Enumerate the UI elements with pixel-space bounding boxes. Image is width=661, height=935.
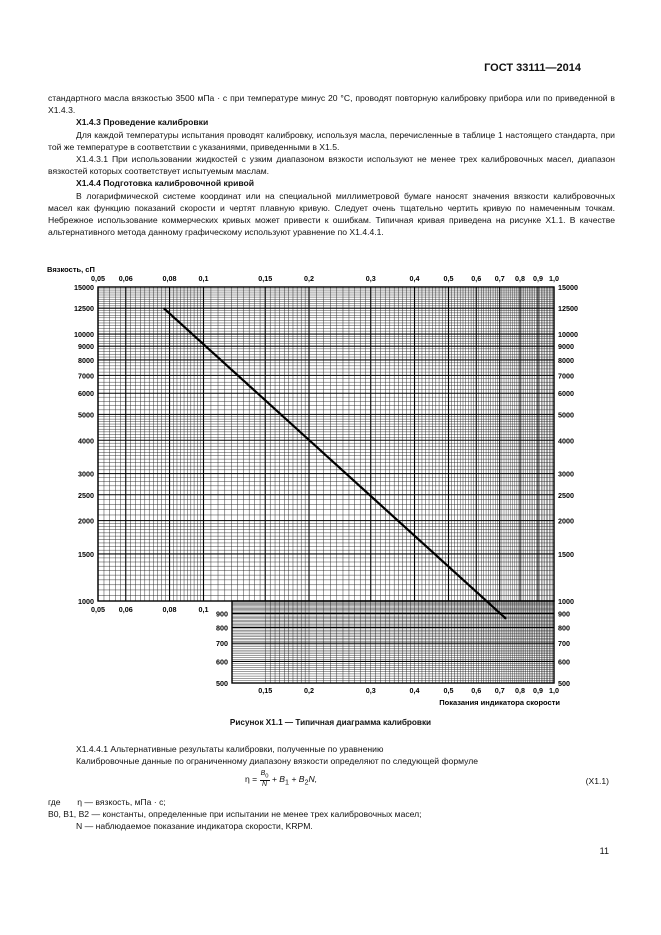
y-tick-left: 9000	[78, 342, 94, 352]
where-eta: η — вязкость, мПа · с;	[77, 797, 166, 807]
y-tick-right: 3000	[558, 469, 574, 479]
heading-x1-4-4: Х1.4.4 Подготовка калибровочной кривой	[76, 178, 255, 189]
y-tick-right: 2500	[558, 490, 574, 500]
y-tick-left: 12500	[74, 304, 94, 314]
y-tick-right: 2000	[558, 516, 574, 526]
x-tick-bottom: 0,3	[365, 686, 376, 695]
x-tick-bottom: 0,8	[515, 686, 526, 695]
x-tick-bottom: 0,4	[409, 686, 420, 695]
where-n: N — наблюдаемое показание индикатора скорости, KRPM.	[76, 821, 313, 831]
x-tick-top: 0,7	[494, 274, 505, 283]
x-tick-top: 0,05	[91, 274, 105, 283]
y-tick-right: 6000	[558, 389, 574, 399]
y-tick-right: 4000	[558, 436, 574, 446]
x-tick-bottom: 0,2	[304, 686, 315, 695]
y-tick-right: 1000	[558, 597, 574, 606]
y-tick-left-lower: 800	[216, 623, 228, 633]
y-tick-right-lower: 600	[558, 657, 570, 667]
formula: η = $\frac{B_0}{N}$ + $B_1 + B_2N$,	[245, 770, 318, 789]
after-text	[48, 743, 615, 767]
where-block	[48, 796, 422, 832]
y-tick-left-lower: 600	[216, 657, 228, 667]
paragraph-3: Х1.4.3.1 При использовании жидкостей с узким диапазоном вязкости используют не менее трех калибровочных масел, диапазон вязкостей которых соответствует испытуемым маслам.	[48, 154, 615, 177]
x-tick-top: 0,6	[471, 274, 482, 283]
x-axis-label: Показания индикатора скорости	[439, 698, 560, 707]
x-tick-top: 0,15	[258, 274, 273, 283]
paragraph-2: Для каждой температуры испытания проводят калибровку, используя масла, перечисленные в таблице 1 настоящего стандарта, при той же температуре в соответствии с указаниями, приведенными в Х1.5.	[48, 129, 615, 152]
y-tick-left: 8000	[78, 355, 94, 365]
y-tick-right-lower: 900	[558, 609, 570, 619]
y-tick-right: 8000	[558, 355, 574, 365]
heading-x1-4-3: Х1.4.3 Проведение калибровки	[76, 117, 209, 128]
x-tick-mid: 0,08	[162, 605, 177, 614]
y-tick-right: 5000	[558, 410, 574, 420]
y-tick-right: 10000	[558, 330, 578, 340]
y-tick-left: 5000	[78, 410, 94, 420]
y-tick-left: 1000	[78, 597, 94, 606]
x-tick-top: 0,06	[118, 274, 133, 283]
chart-series	[164, 308, 506, 619]
figure-caption: Рисунок Х1.1 — Типичная диаграмма калибровки	[229, 718, 432, 727]
y-tick-right: 7000	[558, 371, 574, 381]
y-tick-left: 15000	[74, 283, 94, 292]
where-b: B0, B1, B2 — константы, определенные при испытании не менее трех калибровочных масел;	[48, 809, 422, 819]
y-tick-right-lower: 700	[558, 639, 570, 649]
y-tick-left-lower: 700	[216, 639, 228, 649]
paragraph-5: Х1.4.4.1 Альтернативные результаты калибровки, полученные по уравнению	[76, 744, 384, 754]
y-tick-left: 6000	[78, 389, 94, 399]
x-tick-bottom: 0,5	[443, 686, 454, 695]
y-tick-right: 12500	[558, 304, 578, 314]
x-tick-mid: 0,1	[198, 605, 209, 614]
y-tick-left: 3000	[78, 469, 94, 479]
x-tick-bottom: 0,9	[532, 686, 543, 695]
x-tick-top: 0,9	[532, 274, 543, 283]
x-tick-top: 0,1	[198, 274, 209, 283]
x-tick-top: 1,0	[549, 274, 559, 283]
y-tick-left: 10000	[74, 330, 94, 340]
y-tick-left-lower: 900	[216, 609, 228, 619]
x-tick-mid: 0,05	[91, 605, 105, 614]
y-tick-left: 4000	[78, 436, 94, 446]
y-tick-right-lower: 500	[558, 679, 570, 688]
x-tick-bottom: 1,0	[549, 686, 559, 695]
y-tick-right-lower: 800	[558, 623, 570, 633]
x-tick-bottom: 0,6	[471, 686, 482, 695]
formula-fraction: $\frac{B_0}{N}$	[260, 770, 269, 789]
y-tick-left: 2500	[78, 490, 94, 500]
page-number: 11	[599, 846, 609, 856]
x-tick-top: 0,8	[515, 274, 526, 283]
x-tick-mid: 0,06	[118, 605, 133, 614]
y-tick-right: 9000	[558, 342, 574, 352]
where-label: где	[48, 797, 61, 807]
equation-number: (Х1.1)	[585, 776, 609, 786]
y-axis-label: Вязкость, сП	[47, 265, 95, 274]
y-tick-right: 15000	[558, 283, 578, 292]
x-tick-top: 0,4	[409, 274, 420, 283]
y-tick-left: 7000	[78, 371, 94, 381]
x-tick-top: 0,2	[304, 274, 315, 283]
x-tick-bottom: 0,15	[258, 686, 273, 695]
paragraph-4: В логарифмической системе координат или на специальной миллиметровой бумаге наносят значения вязкости калибровочных масел как функцию показаний скорости и чертят плавную кривую. Следует очень тщательно чертить кривую по намеченным точкам. Небрежное использование коммерческих кривых может привести к ошибкам. Типичная кривая приведена на рисунке Х1.1. В качестве альтернативного метода данному графическому используют уравнение по Х1.4.4.1.	[48, 190, 615, 238]
x-tick-top: 0,5	[443, 274, 454, 283]
x-tick-bottom: 0,7	[494, 686, 505, 695]
y-tick-right: 1500	[558, 549, 574, 559]
y-tick-left: 1500	[78, 549, 94, 559]
y-tick-left: 2000	[78, 516, 94, 526]
chart-grid	[98, 287, 554, 683]
x-tick-top: 0,08	[162, 274, 177, 283]
x-tick-top: 0,3	[365, 274, 376, 283]
paragraph-1: стандартного масла вязкостью 3500 мПа · с при температуре минус 20 °С, проводят повторную калибровку прибора или по приведенной в Х1.4.3.	[48, 93, 615, 116]
paragraph-6: Калибровочные данные по ограниченному диапазону вязкости определяют по следующей формуле	[76, 756, 479, 767]
calibration-curve-line	[164, 308, 506, 619]
document-id: ГОСТ 33111—2014	[484, 62, 581, 74]
formula-lhs: η =	[245, 773, 260, 784]
y-tick-left-lower: 500	[216, 679, 228, 688]
